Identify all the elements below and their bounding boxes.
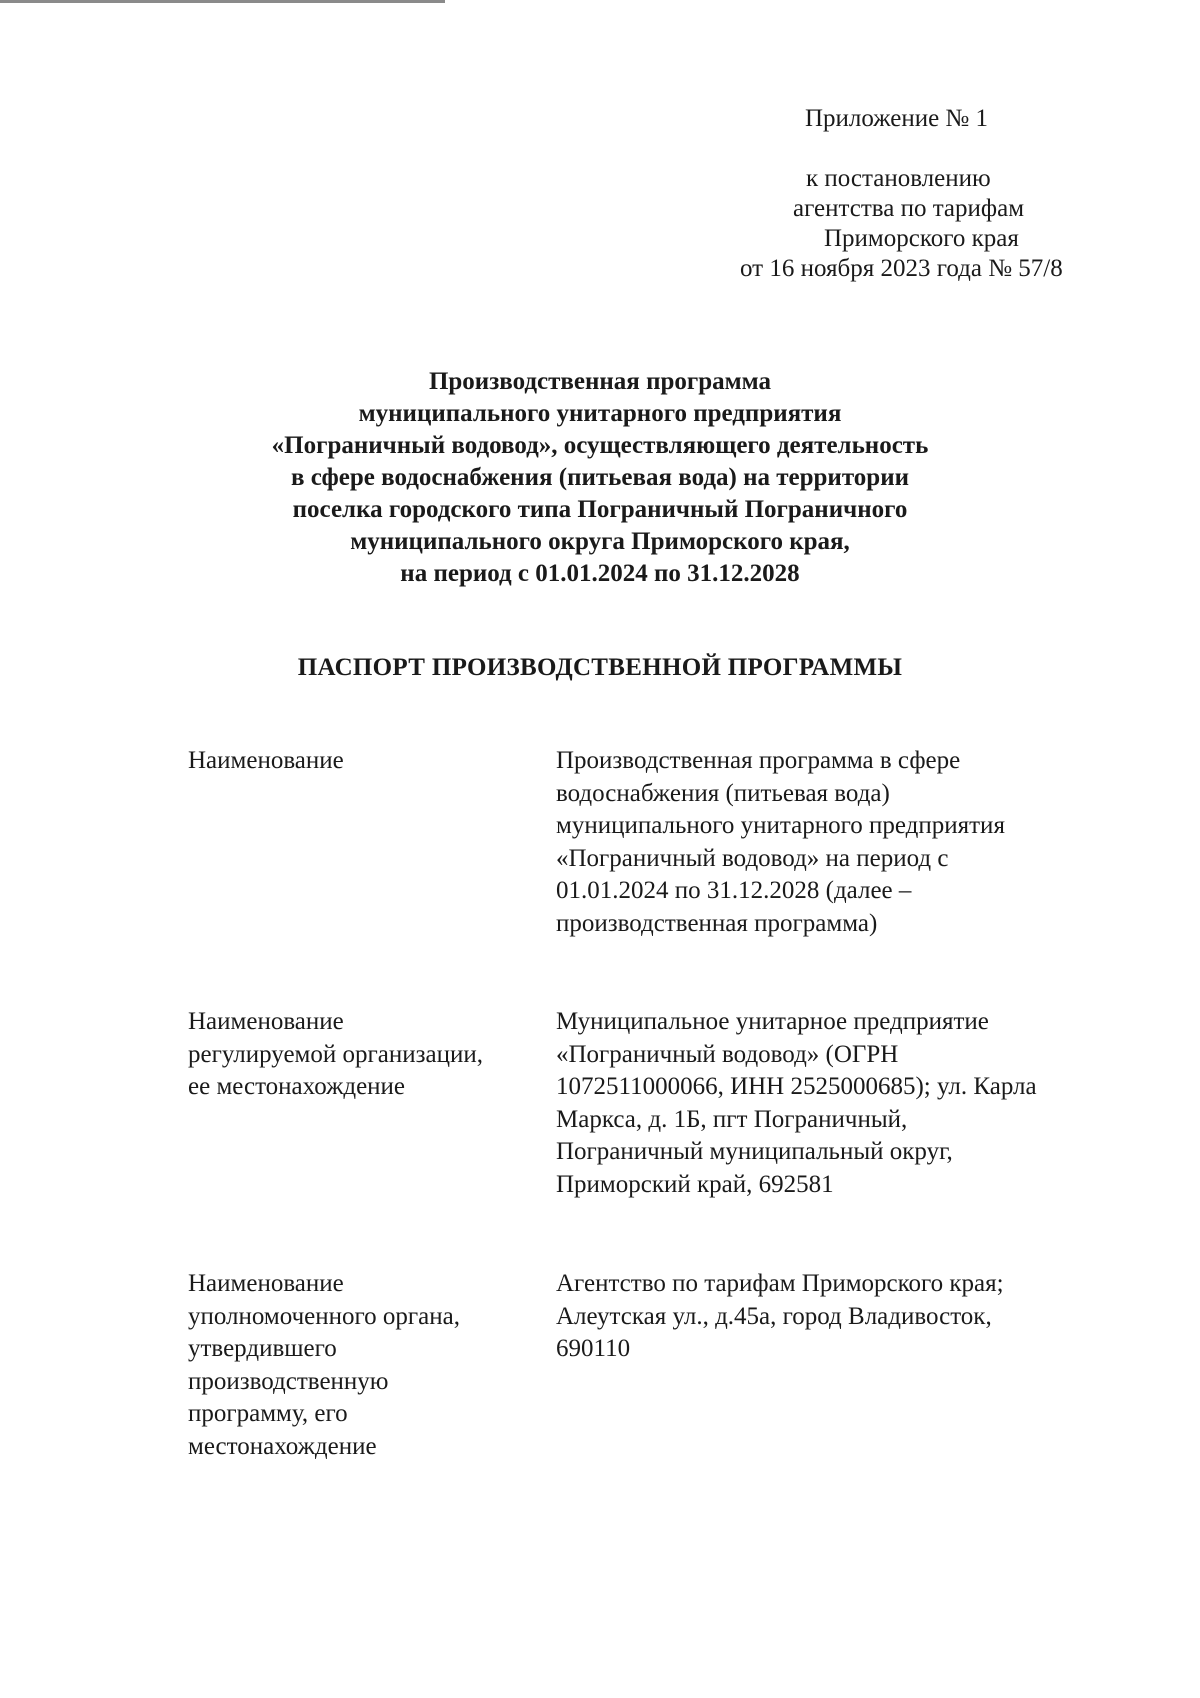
label-line: Наименование [188, 1008, 344, 1035]
title-line: поселка городского типа Пограничный Пограничного [292, 496, 908, 523]
value-line: Маркса, д. 1Б, пгт Пограничный, [556, 1105, 908, 1133]
value-line: 01.01.2024 по 31.12.2028 (далее – [556, 877, 912, 904]
passport-label [188, 745, 538, 778]
appendix-title: Приложение № 1 [805, 105, 989, 132]
appendix-line: агентства по тарифам [793, 195, 1025, 222]
label-line: регулируемой организации, [188, 1040, 483, 1068]
value-line: 1072511000066, ИНН 2525000685); ул. Карла [556, 1073, 1037, 1100]
value-line: Пограничный муниципальный округ, [556, 1138, 953, 1165]
label-line: утвердившего [188, 1335, 337, 1362]
passport-value [556, 1268, 1116, 1366]
value-line: Алеутская ул., д.45а, город Владивосток, [556, 1302, 992, 1330]
value-line: Приморский край, 692581 [556, 1170, 834, 1198]
appendix-line: к постановлению [806, 165, 991, 192]
label-line: ее местонахождение [188, 1073, 406, 1100]
value-line: муниципального унитарного предприятия [556, 812, 1005, 839]
title-line: на период с 01.01.2024 по 31.12.2028 [400, 560, 800, 587]
passport-value [556, 1006, 1116, 1201]
passport-heading: ПАСПОРТ ПРОИЗВОДСТВЕННОЙ ПРОГРАММЫ [297, 654, 903, 681]
title-line: муниципального унитарного предприятия [358, 400, 842, 427]
passport-label [188, 1006, 538, 1104]
value-line: Производственная программа в сфере [556, 747, 961, 774]
passport-value [556, 745, 1116, 940]
value-line: «Пограничный водовод» (ОГРН [556, 1040, 899, 1068]
title-line: «Пограничный водовод», осуществляющего деятельность [271, 432, 929, 459]
label-line: Наименование [188, 747, 344, 774]
passport-label [188, 1268, 538, 1463]
title-line: Производственная программа [428, 368, 772, 395]
document-title [180, 366, 1020, 590]
value-line: производственная программа) [556, 909, 878, 937]
label-line: производственную [188, 1367, 389, 1395]
appendix-header [740, 104, 1160, 284]
title-line: в сфере водоснабжения (питьевая вода) на территории [290, 464, 910, 491]
value-line: 690110 [556, 1335, 631, 1362]
label-line: уполномоченного органа, [188, 1302, 460, 1330]
scan-edge-artifact [0, 0, 445, 3]
appendix-line: Приморского края [824, 225, 1019, 252]
label-line: местонахождение [188, 1432, 377, 1460]
label-line: программу, его [188, 1400, 348, 1427]
title-line: муниципального округа Приморского края, [350, 528, 850, 555]
value-line: водоснабжения (питьевая вода) [556, 779, 890, 807]
value-line: «Пограничный водовод» на период с [556, 844, 949, 872]
label-line: Наименование [188, 1270, 344, 1297]
appendix-line: от 16 ноября 2023 года № 57/8 [740, 255, 1063, 282]
value-line: Агентство по тарифам Приморского края; [556, 1270, 1004, 1297]
value-line: Муниципальное унитарное предприятие [556, 1008, 989, 1035]
